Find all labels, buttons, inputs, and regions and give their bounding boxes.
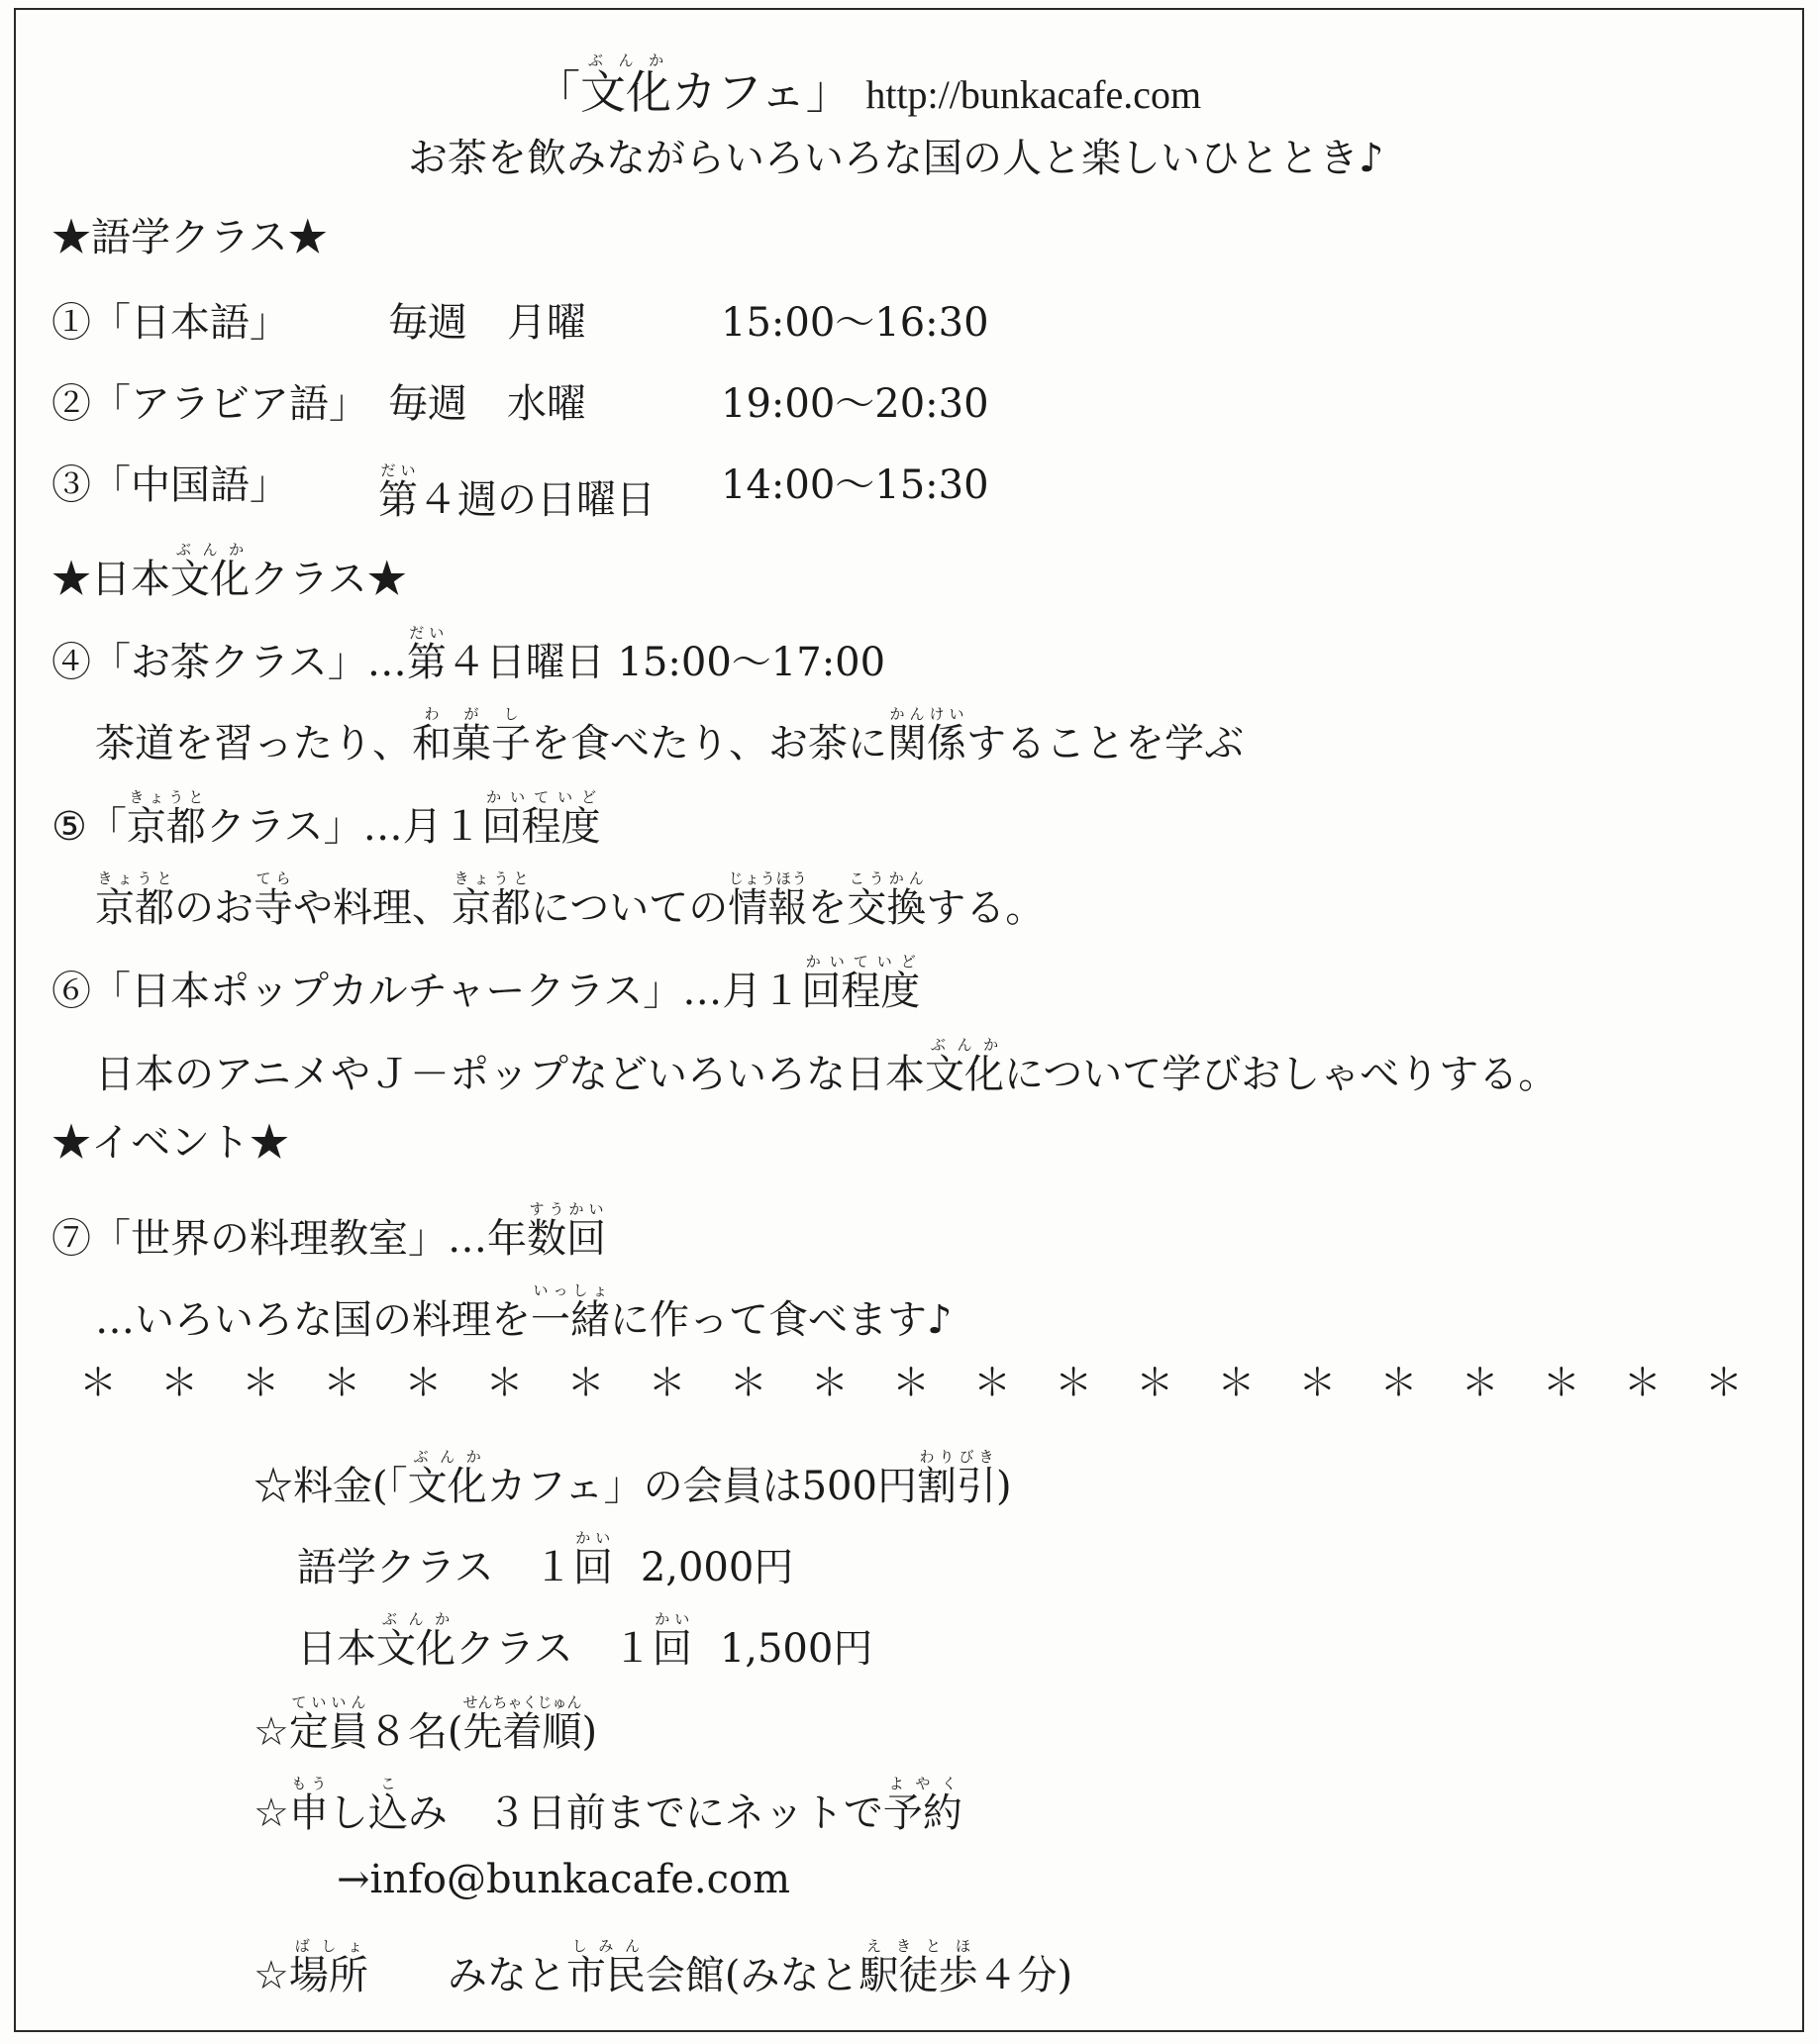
asterisk-divider bbox=[79, 1359, 1743, 1406]
culture-heading-post: クラス★ bbox=[250, 557, 407, 602]
asterisk-mark: ＊ bbox=[729, 1361, 767, 1404]
yoyaku-ruby: よやく bbox=[882, 1775, 962, 1792]
komi-ruby: こ bbox=[367, 1775, 408, 1792]
basho-ruby: ばしょ bbox=[288, 1937, 368, 1955]
tera: 寺 bbox=[253, 885, 293, 931]
kyoto-desc-3: についての bbox=[531, 885, 729, 931]
tea-desc-1: 茶道を習ったり、 bbox=[95, 721, 412, 766]
tagline-text: お茶を飲みながらいろいろな国の人と楽しいひととき♪ bbox=[408, 136, 1384, 181]
culture-fee-row bbox=[297, 1610, 872, 1673]
kyoto-desc-2: や料理、 bbox=[293, 885, 452, 931]
fee-bunka: 文化 bbox=[407, 1464, 487, 1509]
desc-kyoto-ruby: きょうと bbox=[95, 869, 174, 887]
tea-class-desc bbox=[95, 705, 1244, 767]
title-bunka-ruby: ぶんか bbox=[580, 51, 671, 69]
culture-heading-bunka: 文化 bbox=[170, 557, 250, 602]
kyoto-class-desc bbox=[95, 869, 1045, 932]
asterisk-mark: ＊ bbox=[404, 1361, 443, 1404]
title-bracket: 「 bbox=[535, 65, 580, 119]
place-row bbox=[253, 1937, 1072, 1999]
pop-bunka-ruby: ぶんか bbox=[925, 1036, 1004, 1054]
pop-name: ⑥「日本ポップカルチャークラス」…月１ bbox=[51, 969, 802, 1014]
pop-bunka: 文化 bbox=[925, 1052, 1004, 1097]
asterisk-mark: ＊ bbox=[566, 1361, 605, 1404]
fee-heading bbox=[253, 1448, 1012, 1510]
tera-ruby: てら bbox=[253, 869, 293, 887]
asterisk-mark: ＊ bbox=[1704, 1361, 1743, 1404]
koukan-ruby: こうかん bbox=[847, 869, 927, 887]
jouhou: 情報 bbox=[728, 885, 808, 931]
asterisk-mark: ＊ bbox=[1623, 1361, 1662, 1404]
culture-fee-bunka-ruby: ぶんか bbox=[376, 1610, 455, 1628]
jouhou-ruby: じょうほう bbox=[728, 869, 808, 887]
kaiteido-ruby: かいていど bbox=[481, 788, 601, 806]
class-freq bbox=[378, 461, 656, 524]
teiin-ruby: ていいん bbox=[288, 1693, 368, 1711]
cooking-name: ⑦「世界の料理教室」…年 bbox=[51, 1216, 527, 1262]
kyoto-desc-5: する。 bbox=[926, 885, 1046, 931]
asterisk-mark: ＊ bbox=[1298, 1361, 1337, 1404]
culture-fee-price: 1,500円 bbox=[719, 1626, 873, 1672]
capacity-row bbox=[253, 1693, 597, 1756]
kyoto-class-title bbox=[51, 788, 601, 851]
kankei-ruby: かんけい bbox=[887, 705, 966, 723]
asterisk-mark: ＊ bbox=[1055, 1361, 1093, 1404]
apply-pre: ☆ bbox=[253, 1790, 289, 1836]
lang-fee-price: 2,000円 bbox=[640, 1545, 794, 1590]
apply-row bbox=[253, 1775, 962, 1837]
place-rest: 会館(みなと bbox=[645, 1953, 859, 1998]
asterisk-mark: ＊ bbox=[973, 1361, 1012, 1404]
tea-dai: 第 bbox=[406, 640, 447, 685]
contact-email[interactable]: →info@bunkacafe.com bbox=[337, 1857, 791, 1902]
cooking-class-desc bbox=[95, 1281, 953, 1344]
wagashi: 和菓子 bbox=[412, 721, 531, 766]
email-row bbox=[337, 1856, 790, 1903]
pop-kaiteido: 回程度 bbox=[801, 969, 921, 1014]
pop-class-desc bbox=[95, 1036, 1558, 1098]
asterisk-mark: ＊ bbox=[891, 1361, 930, 1404]
asterisk-mark: ＊ bbox=[485, 1361, 524, 1404]
tea-class-title bbox=[51, 624, 885, 686]
culture-kai: 回 bbox=[652, 1626, 692, 1672]
asterisk-mark: ＊ bbox=[810, 1361, 849, 1404]
tea-desc-3: することを学ぶ bbox=[966, 721, 1244, 766]
culture-heading-pre: ★日本 bbox=[51, 557, 170, 602]
asterisk-mark: ＊ bbox=[1461, 1361, 1499, 1404]
toho: 駅徒歩 bbox=[859, 1953, 978, 1998]
title-rest: カフェ」 bbox=[671, 65, 852, 119]
lang-kai-ruby: かい bbox=[572, 1529, 613, 1547]
kyoto-ruby: きょうと bbox=[126, 788, 206, 806]
class-freq: 毎週 水曜 bbox=[388, 381, 586, 427]
dai-base: 第 bbox=[378, 477, 418, 523]
tea-dai-ruby: だい bbox=[406, 624, 447, 642]
event-heading: ★イベント★ bbox=[51, 1120, 289, 1166]
cooking-class-title bbox=[51, 1200, 606, 1263]
basho: 場所 bbox=[288, 1953, 368, 1998]
kyoto-num: ⑤「 bbox=[51, 804, 127, 850]
class-name: ①「日本語」 bbox=[51, 300, 289, 346]
koukan: 交換 bbox=[847, 885, 927, 931]
capacity-post: ) bbox=[581, 1709, 598, 1755]
issho: 一緒 bbox=[531, 1297, 610, 1343]
fee-pre: ☆料金(「 bbox=[253, 1464, 408, 1509]
kyoto-desc-4: を bbox=[807, 885, 848, 931]
culture-kai-ruby: かい bbox=[652, 1610, 692, 1628]
senchaku-ruby: せんちゃくじゅん bbox=[462, 1693, 582, 1711]
yoyaku: 予約 bbox=[882, 1790, 962, 1836]
asterisk-mark: ＊ bbox=[1379, 1361, 1418, 1404]
title-bunka bbox=[580, 51, 671, 119]
title-bunka-base: 文化 bbox=[580, 65, 671, 119]
teiin: 定員 bbox=[288, 1709, 368, 1755]
shi: し bbox=[328, 1790, 368, 1836]
culture-heading-ruby: ぶんか bbox=[170, 541, 250, 559]
waribiki-ruby: わりびき bbox=[916, 1448, 996, 1466]
komi: 込 bbox=[367, 1790, 408, 1836]
shimin: 市民 bbox=[565, 1953, 646, 1998]
cooking-desc-2: に作って食べます♪ bbox=[610, 1297, 953, 1343]
kaiteido: 回程度 bbox=[481, 804, 601, 850]
pop-desc-1: 日本のアニメやＪ－ポップなどいろいろな日本 bbox=[95, 1052, 925, 1097]
class-name: ③「中国語」 bbox=[51, 462, 289, 508]
site-url[interactable]: http://bunkacafe.com bbox=[865, 72, 1202, 117]
freq-rest: ４週の日曜日 bbox=[418, 477, 656, 523]
pop-kaiteido-ruby: かいていど bbox=[801, 953, 921, 971]
cooking-desc-1: …いろいろな国の料理を bbox=[95, 1297, 531, 1343]
kyoto-name-post: クラス」…月１ bbox=[205, 804, 482, 850]
tea-schedule: ４日曜日 15:00～17:00 bbox=[446, 640, 886, 685]
place-post: ４分) bbox=[977, 1953, 1073, 1998]
asterisk-mark: ＊ bbox=[79, 1361, 118, 1404]
suukai: 数回 bbox=[527, 1216, 606, 1262]
asterisk-mark: ＊ bbox=[648, 1361, 686, 1404]
place-pre: ☆ bbox=[253, 1953, 289, 1998]
lang-fee-label: 語学クラス １ bbox=[297, 1545, 573, 1590]
capacity-mid: ８名( bbox=[367, 1709, 463, 1755]
culture-fee-pre: 日本 bbox=[297, 1626, 376, 1672]
suukai-ruby: すうかい bbox=[527, 1200, 606, 1218]
class-time: 19:00～20:30 bbox=[721, 381, 989, 427]
desc-kyoto-2-ruby: きょうと bbox=[452, 869, 531, 887]
issho-ruby: いっしょ bbox=[531, 1281, 610, 1299]
asterisk-mark: ＊ bbox=[1217, 1361, 1256, 1404]
wagashi-ruby: わがし bbox=[412, 705, 531, 723]
moushi: 申 bbox=[288, 1790, 329, 1836]
language-heading: ★語学クラス★ bbox=[51, 215, 328, 260]
asterisk-mark: ＊ bbox=[1136, 1361, 1174, 1404]
culture-heading bbox=[51, 541, 407, 603]
class-time: 14:00～15:30 bbox=[721, 462, 989, 508]
asterisk-mark: ＊ bbox=[323, 1361, 361, 1404]
asterisk-mark: ＊ bbox=[1542, 1361, 1580, 1404]
senchaku: 先着順 bbox=[462, 1709, 582, 1755]
apply-mid: み ３日前までにネットで bbox=[407, 1790, 883, 1836]
culture-fee-bunka: 文化 bbox=[376, 1626, 455, 1672]
kyoto-desc-1: のお bbox=[174, 885, 253, 931]
culture-fee-label: クラス １ bbox=[455, 1626, 653, 1672]
class-name: ②「アラビア語」 bbox=[51, 381, 368, 427]
dai-ruby: だい bbox=[378, 461, 418, 479]
desc-kyoto: 京都 bbox=[95, 885, 174, 931]
kankei: 関係 bbox=[887, 721, 966, 766]
waribiki: 割引 bbox=[916, 1464, 996, 1509]
class-freq: 毎週 月曜 bbox=[388, 300, 586, 346]
toho-ruby: えきとほ bbox=[859, 1937, 978, 1955]
lang-kai: 回 bbox=[572, 1545, 613, 1590]
asterisk-mark: ＊ bbox=[242, 1361, 280, 1404]
desc-kyoto-2: 京都 bbox=[452, 885, 531, 931]
lang-fee-row bbox=[297, 1529, 793, 1591]
place-mid: みなと bbox=[367, 1953, 566, 1998]
pop-desc-2: について学びおしゃべりする。 bbox=[1004, 1052, 1559, 1097]
capacity-pre: ☆ bbox=[253, 1709, 289, 1755]
tagline bbox=[408, 135, 1384, 182]
fee-mid: カフェ」の会員は500円 bbox=[486, 1464, 917, 1509]
tea-name: ④「お茶クラス」… bbox=[51, 640, 407, 685]
pop-class-title bbox=[51, 953, 920, 1015]
page-title bbox=[535, 51, 1201, 119]
class-time: 15:00～16:30 bbox=[721, 300, 989, 346]
fee-post: ) bbox=[995, 1464, 1012, 1509]
kyoto: 京都 bbox=[126, 804, 206, 850]
asterisk-mark: ＊ bbox=[160, 1361, 199, 1404]
shimin-ruby: しみん bbox=[565, 1937, 646, 1955]
tea-desc-2: を食べたり、お茶に bbox=[531, 721, 887, 766]
moushi-ruby: もう bbox=[288, 1775, 329, 1792]
fee-bunka-ruby: ぶんか bbox=[407, 1448, 487, 1466]
